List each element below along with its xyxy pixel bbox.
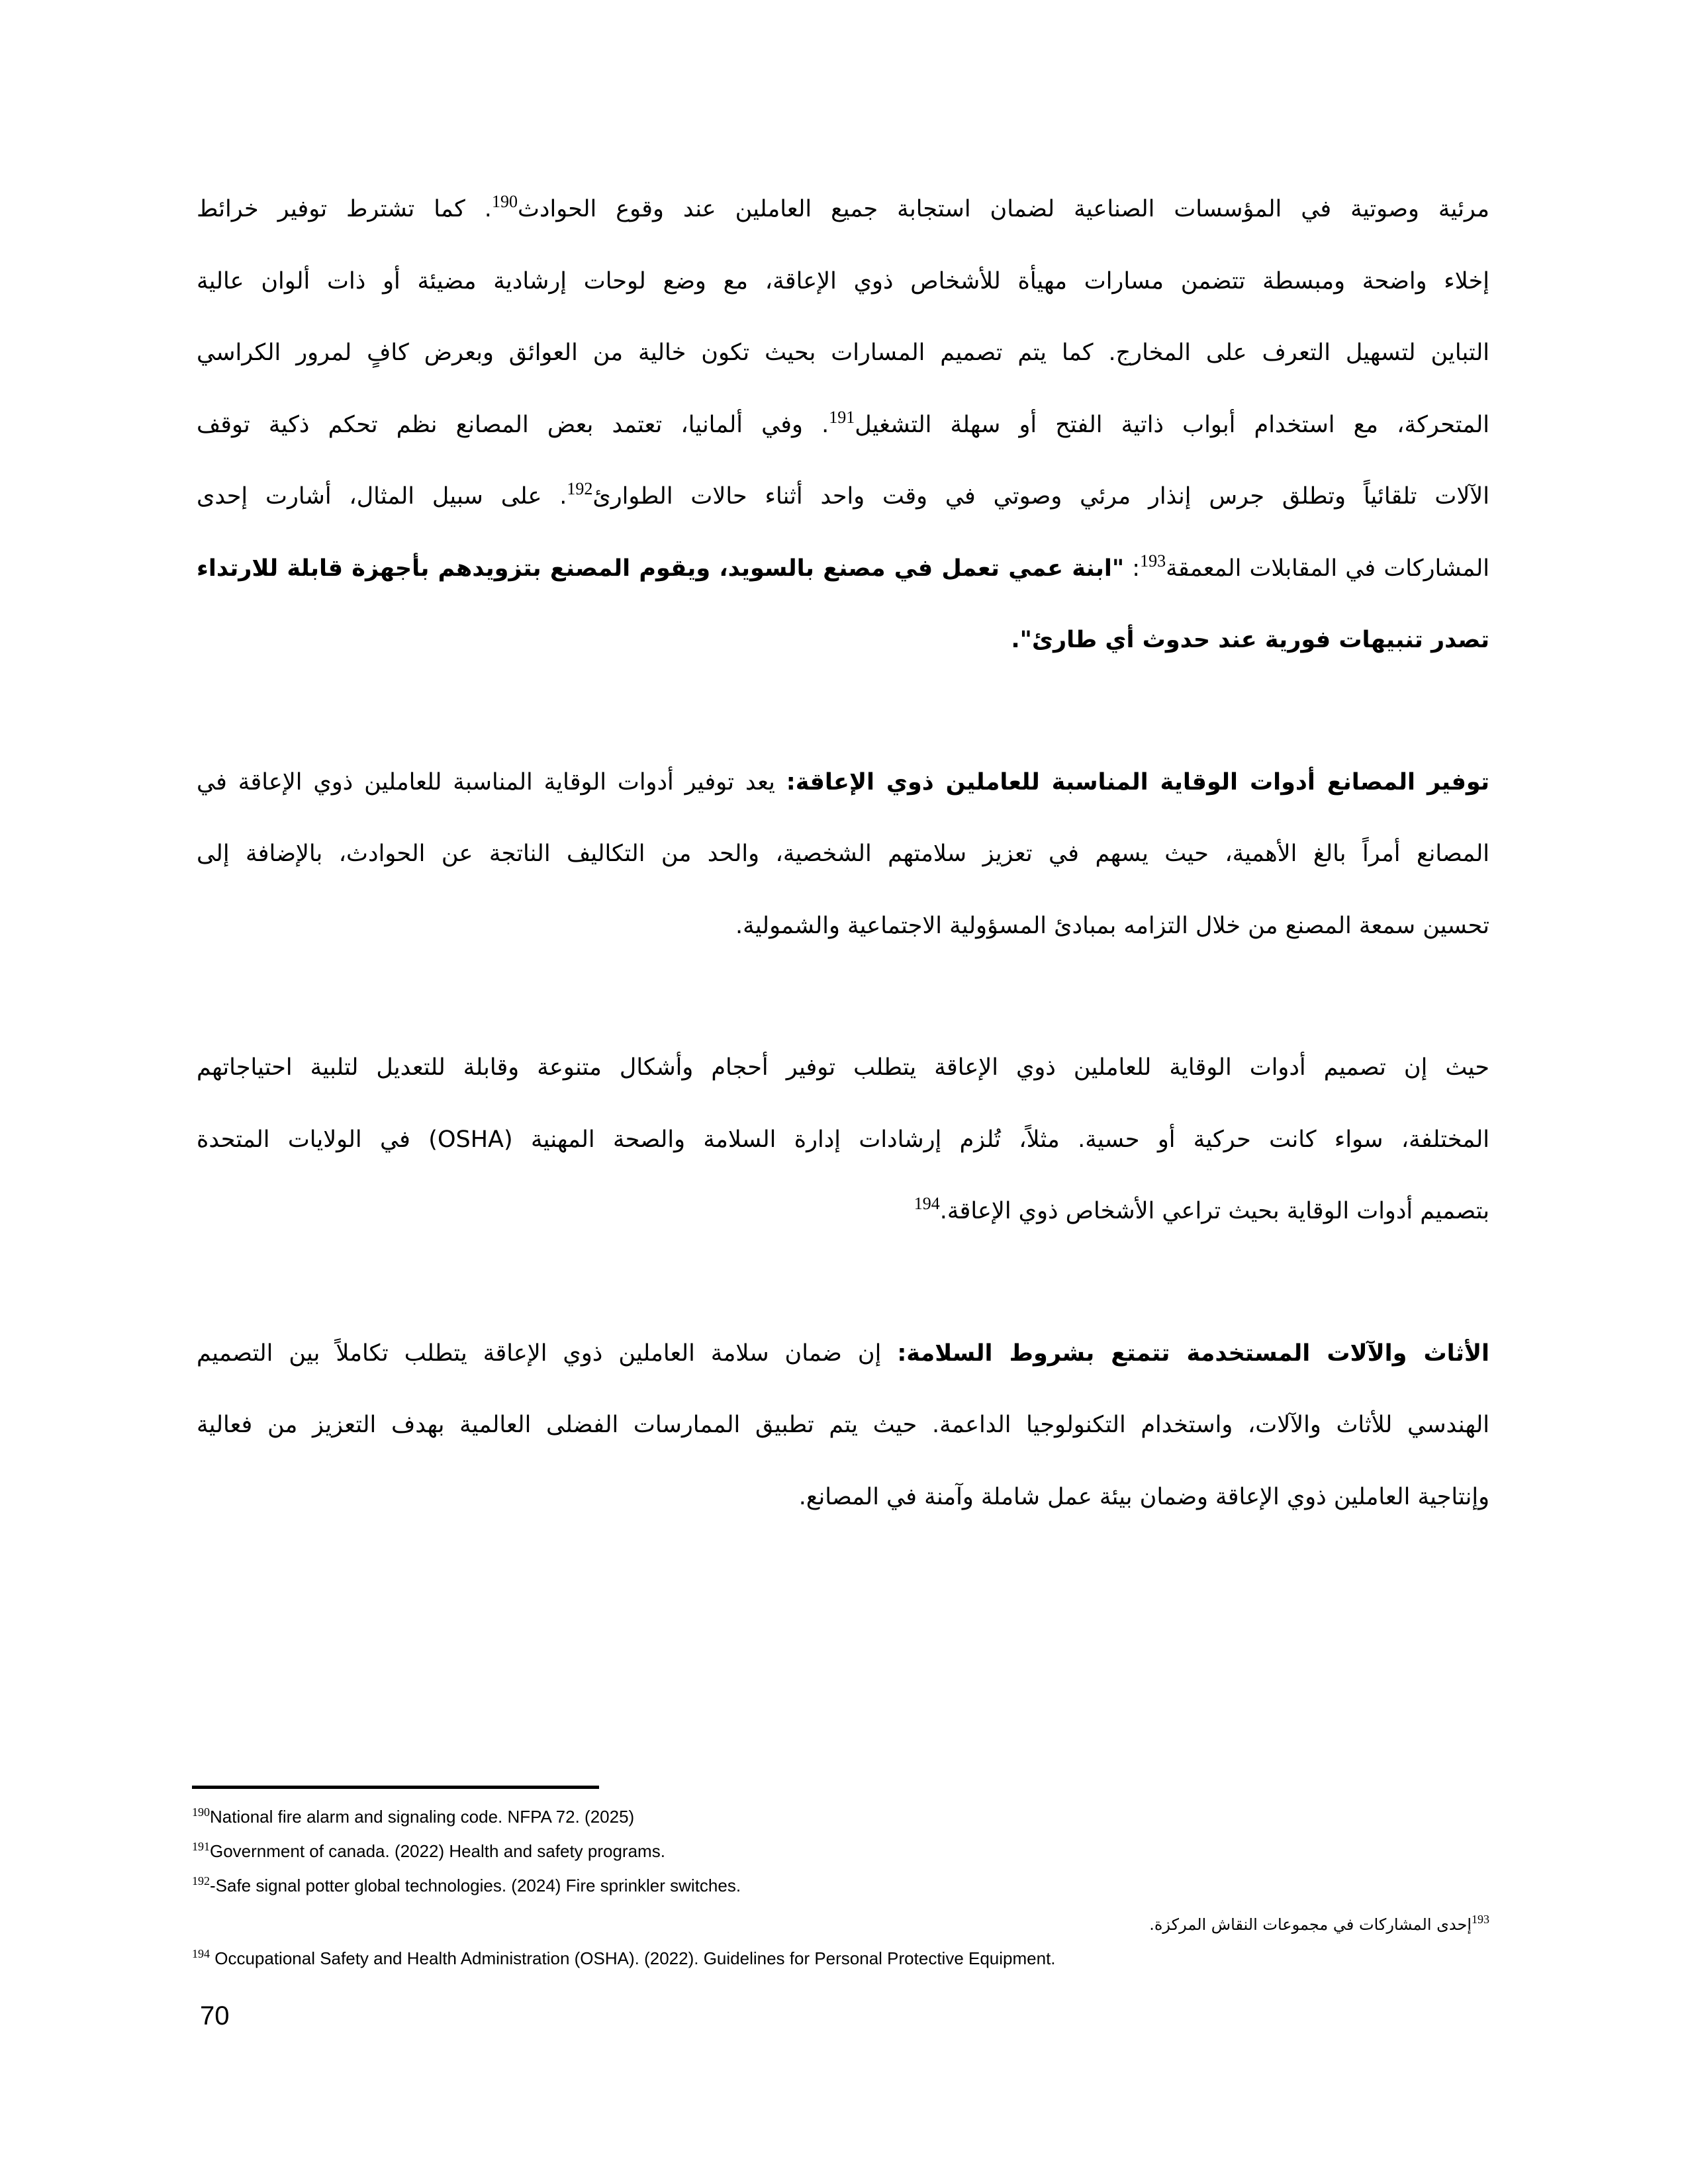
paragraph bbox=[197, 1032, 1489, 1248]
paragraph bbox=[197, 173, 1489, 676]
text-run: بتصميم أدوات الوقاية بحيث تراعي الأشخاص ذوي الإعاقة. bbox=[939, 1198, 1489, 1224]
text-line bbox=[197, 890, 1489, 962]
footnote-number: 193 bbox=[1472, 1913, 1489, 1926]
bold-text: تصدر تنبيهات فورية عند حدوث أي طارئ". bbox=[1011, 627, 1489, 653]
footnote-text: National fire alarm and signaling code. NFPA 72. (2025) bbox=[210, 1807, 635, 1827]
text-line bbox=[197, 317, 1489, 389]
footnote-reference[interactable]: 193 bbox=[1140, 551, 1166, 570]
footnote-text: -Safe signal potter global technologies. (2024) Fire sprinkler switches. bbox=[210, 1876, 741, 1895]
text-run: المشاركات في المقابلات المعمقة bbox=[1166, 555, 1490, 582]
paragraph bbox=[197, 1318, 1489, 1533]
text-run: . كما تشترط توفير خرائط bbox=[197, 196, 492, 222]
footnote-number: 190 bbox=[192, 1805, 210, 1819]
footnote-separator bbox=[192, 1786, 599, 1789]
text-run: إخلاء واضحة ومبسطة تتضمن مسارات مهيأة للأشخاص ذوي الإعاقة، مع وضع لوحات إرشادية مضيئة أو ذات ألوان عالية bbox=[197, 267, 1489, 295]
text-line bbox=[197, 246, 1489, 318]
text-line bbox=[197, 173, 1489, 246]
page-number: 70 bbox=[200, 2001, 230, 2030]
bold-text: توفير المصانع أدوات الوقاية المناسبة للعاملين ذوي الإعاقة: bbox=[786, 768, 1490, 796]
footnote-reference[interactable]: 192 bbox=[567, 479, 593, 498]
text-run: وإنتاجية العاملين ذوي الإعاقة وضمان بيئة عمل شاملة وآمنة في المصانع. bbox=[798, 1483, 1489, 1510]
footnote-192 bbox=[192, 1876, 741, 1896]
text-line bbox=[197, 461, 1489, 533]
body-text bbox=[197, 173, 1489, 1603]
footnote-text: Government of canada. (2022) Health and safety programs. bbox=[210, 1841, 665, 1861]
text-line bbox=[197, 1389, 1489, 1461]
text-run: حيث إن تصميم أدوات الوقاية للعاملين ذوي الإعاقة يتطلب توفير أحجام وأشكال متنوعة وقابلة للتعديل لتلبية احتياجاتهم bbox=[197, 1054, 1489, 1081]
footnote-number: 194 bbox=[192, 1947, 210, 1960]
text-run: يعد توفير أدوات الوقاية المناسبة للعاملين ذوي الإعاقة في bbox=[197, 768, 786, 796]
text-line bbox=[197, 1318, 1489, 1390]
footnote-reference[interactable]: 191 bbox=[829, 407, 855, 427]
footnote-reference[interactable]: 194 bbox=[914, 1194, 940, 1213]
footnote-number: 192 bbox=[192, 1874, 210, 1888]
text-line bbox=[197, 1104, 1489, 1176]
text-run: المصانع أمراً بالغ الأهمية، حيث يسهم في تعزيز سلامتهم الشخصية، والحد من التكاليف الناتجة عن الحوادث، بالإضافة إلى bbox=[197, 841, 1489, 867]
text-run: الآلات تلقائياً وتطلق جرس إنذار مرئي وصوتي في وقت واحد أثناء حالات الطوارئ bbox=[592, 483, 1489, 510]
text-run: الهندسي للأثاث والآلات، واستخدام التكنولوجيا الداعمة. حيث يتم تطبيق الممارسات الفضلى العالمية بهدف التعزيز من فعالية bbox=[197, 1412, 1489, 1438]
text-line bbox=[197, 533, 1489, 605]
footnote-194 bbox=[192, 1948, 1056, 1969]
bold-text: الأثاث والآلات المستخدمة تتمتع بشروط السلامة: bbox=[897, 1340, 1489, 1367]
text-line bbox=[197, 818, 1489, 890]
text-line bbox=[197, 1032, 1489, 1104]
paragraph bbox=[197, 747, 1489, 962]
text-line bbox=[197, 1461, 1489, 1533]
text-line bbox=[197, 389, 1489, 461]
text-run: تحسين سمعة المصنع من خلال التزامه بمبادئ المسؤولية الاجتماعية والشمولية. bbox=[735, 912, 1489, 939]
text-line bbox=[197, 604, 1489, 676]
text-run: . على سبيل المثال، أشارت إحدى bbox=[197, 483, 567, 510]
text-line bbox=[197, 1175, 1489, 1248]
footnote-193 bbox=[1149, 1915, 1489, 1934]
text-run: المختلفة، سواء كانت حركية أو حسية. مثلاً، تُلزم إرشادات إدارة السلامة والصحة المهنية (OSHA) في الولايات المتحدة bbox=[197, 1126, 1489, 1153]
text-run: مرئية وصوتية في المؤسسات الصناعية لضمان استجابة جميع العاملين عند وقوع الحوادث bbox=[517, 196, 1489, 222]
footnote-text: Occupational Safety and Health Administration (OSHA). (2022). Guidelines for Personal Protective Equipment. bbox=[210, 1948, 1056, 1968]
footnote-reference[interactable]: 190 bbox=[491, 192, 518, 211]
text-run: إن ضمان سلامة العاملين ذوي الإعاقة يتطلب تكاملاً بين التصميم bbox=[197, 1340, 898, 1367]
footnote-190 bbox=[192, 1807, 634, 1827]
text-run: التباين لتسهيل التعرف على المخارج. كما يتم تصميم المسارات بحيث تكون خالية من العوائق وبعرض كافٍ لمرور الكراسي bbox=[197, 340, 1489, 366]
bold-text: "ابنة عمي تعمل في مصنع بالسويد، ويقوم المصنع بتزويدهم بأجهزة قابلة للارتداء bbox=[197, 555, 1125, 582]
text-run: . وفي ألمانيا، تعتمد بعض المصانع نظم تحكم ذكية توقف bbox=[197, 411, 829, 438]
footnote-191 bbox=[192, 1841, 665, 1862]
text-line bbox=[197, 747, 1489, 819]
text-run: : bbox=[1124, 555, 1141, 582]
footnote-number: 191 bbox=[192, 1840, 210, 1853]
text-run: المتحركة، مع استخدام أبواب ذاتية الفتح أو سهلة التشغيل bbox=[855, 411, 1489, 438]
footnote-text: إحدى المشاركات في مجموعات النقاش المركزة. bbox=[1149, 1915, 1472, 1934]
